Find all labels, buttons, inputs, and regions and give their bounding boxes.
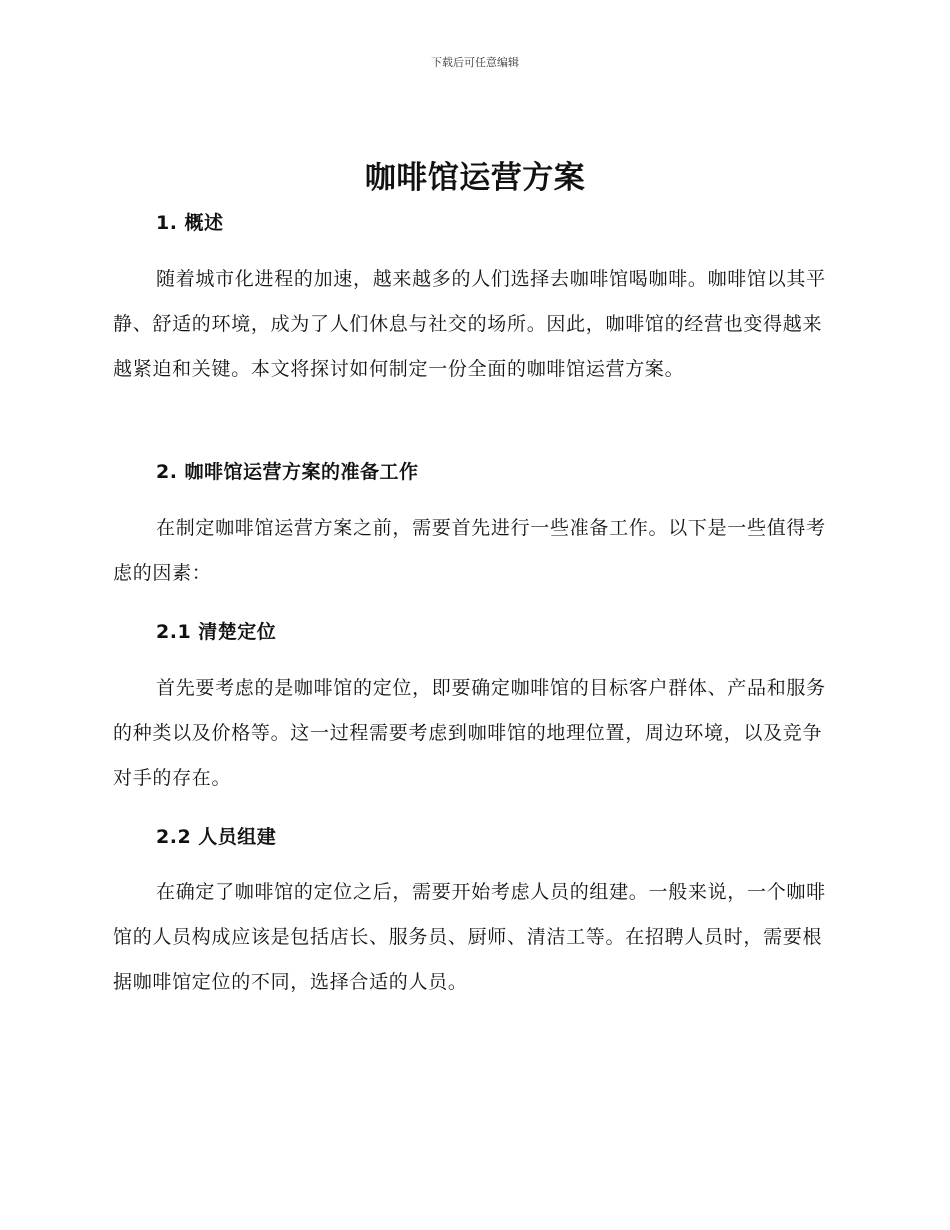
section-paragraph-staffing: 在确定了咖啡馆的定位之后，需要开始考虑人员的组建。一般来说，一个咖啡馆的人员构成应该是包括店长、服务员、厨师、清洁工等。在招聘人员时，需要根据咖啡馆定位的不同，选择合适的人员。 — [113, 881, 826, 993]
section-paragraph-positioning: 首先要考虑的是咖啡馆的定位，即要确定咖啡馆的目标客户群体、产品和服务的种类以及价格等。这一过程需要考虑到咖啡馆的地理位置，周边环境，以及竞争对手的存在。 — [113, 677, 826, 789]
document-title: 咖啡馆运营方案 — [364, 160, 586, 196]
section-paragraph-preparation: 在制定咖啡馆运营方案之前，需要首先进行一些准备工作。以下是一些值得考虑的因素： — [113, 517, 826, 584]
section-heading-staffing: 2.2 人员组建 — [156, 826, 277, 848]
section-heading-preparation: 2. 咖啡馆运营方案的准备工作 — [156, 461, 419, 483]
page-header-note: 下载后可任意编辑 — [431, 56, 519, 69]
section-heading-positioning: 2.1 清楚定位 — [156, 621, 277, 643]
section-paragraph-overview: 随着城市化进程的加速，越来越多的人们选择去咖啡馆喝咖啡。咖啡馆以其平静、舒适的环境，成为了人们休息与社交的场所。因此，咖啡馆的经营也变得越来越紧迫和关键。本文将探讨如何制定一份全面的咖啡馆运营方案。 — [113, 268, 826, 380]
section-heading-overview: 1. 概述 — [156, 212, 224, 234]
